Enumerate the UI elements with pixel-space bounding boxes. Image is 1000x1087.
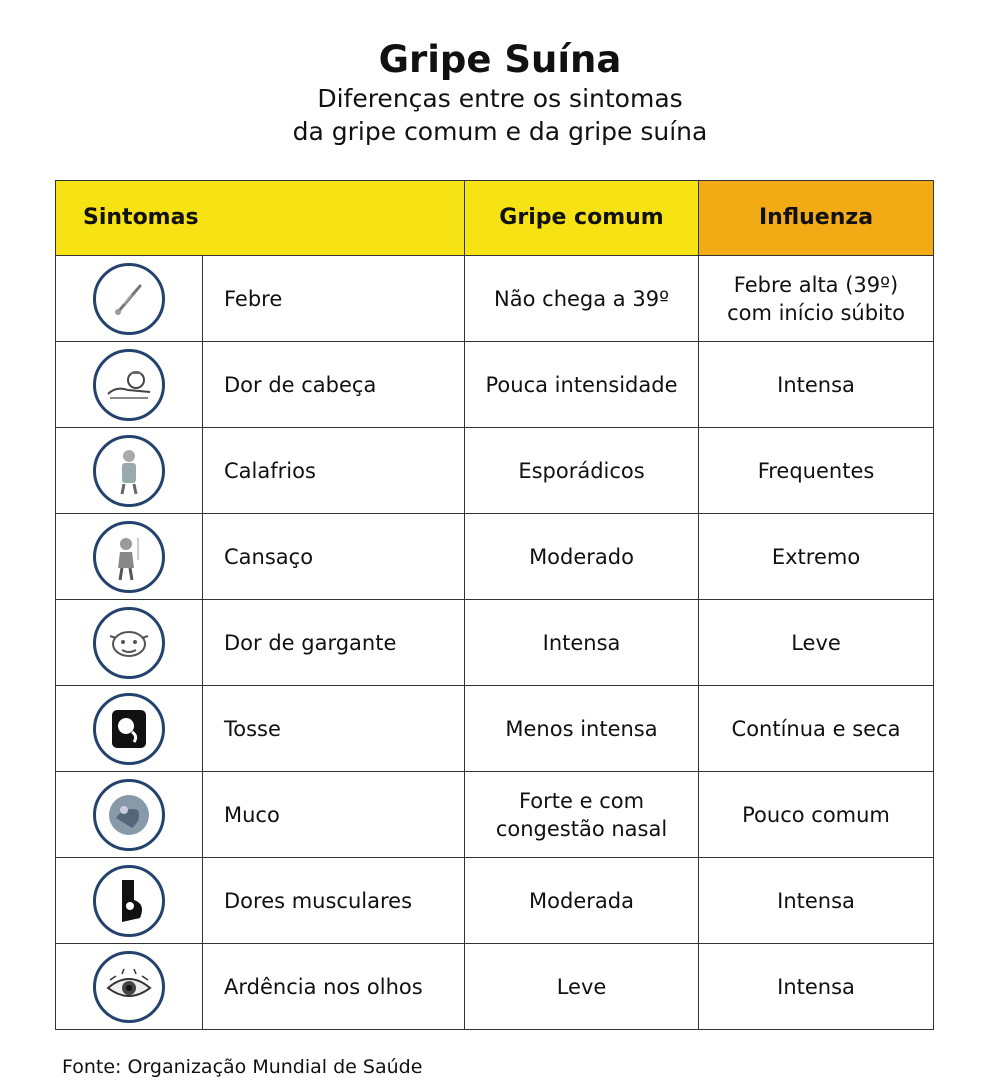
symptom-name: Calafrios [203,428,465,514]
gripe-comum-value [465,600,699,686]
influenza-value [699,944,934,1030]
table-row [56,600,934,686]
header-gripe-comum: Gripe comum [465,181,699,256]
influenza-value [699,342,934,428]
gripe-comum-value [465,342,699,428]
symptom-name: Cansaço [203,514,465,600]
symptom-icon-cell [56,944,203,1030]
symptom-name: Muco [203,772,465,858]
subtitle-line-2: da gripe comum e da gripe suína [292,117,708,146]
source-footer: Fonte: Organização Mundial de Saúde [62,1056,423,1078]
table-row [56,428,934,514]
symptom-icon-cell [56,858,203,944]
cell-line: Contínua e seca [731,716,901,741]
subtitle-line-1: Diferenças entre os sintomas [317,84,683,113]
gripe-comum-value [465,256,699,342]
gripe-comum-value [465,428,699,514]
eye-icon [93,951,165,1023]
cough-icon [93,693,165,765]
cell-line: Intensa [777,974,855,999]
influenza-value [699,686,934,772]
chills-icon [93,435,165,507]
symptoms-table-body [56,181,934,1030]
gripe-comum-value [465,944,699,1030]
symptom-name: Dores musculares [203,858,465,944]
influenza-value [699,600,934,686]
cell-line: Não chega a 39º [494,286,669,311]
cell-line: Pouca intensidade [485,372,678,397]
cell-line: Forte e com [518,788,645,813]
cell-line: com início súbito [727,300,905,325]
cell-line: Extremo [771,544,861,569]
cell-line: Intensa [777,888,855,913]
thermometer-icon [93,263,165,335]
gripe-comum-value [465,858,699,944]
sore-throat-icon [93,607,165,679]
symptom-name: Dor de gargante [203,600,465,686]
cell-line: congestão nasal [495,816,668,841]
table-row [56,858,934,944]
cell-line: Leve [791,630,841,655]
symptom-icon-cell [56,772,203,858]
cell-line: Intensa [542,630,621,655]
cell-line: Moderada [529,888,634,913]
influenza-value [699,858,934,944]
symptom-icon-cell [56,600,203,686]
symptom-icon-cell [56,428,203,514]
header-sintomas: Sintomas [56,181,465,256]
cell-line: Pouco comum [742,802,890,827]
symptom-icon-cell [56,256,203,342]
table-row [56,514,934,600]
cell-line: Intensa [777,372,855,397]
cell-line: Menos intensa [505,716,658,741]
gripe-comum-value [465,686,699,772]
symptom-name: Ardência nos olhos [203,944,465,1030]
symptom-name: Febre [203,256,465,342]
table-row [56,772,934,858]
gripe-comum-value [465,772,699,858]
table-row [56,342,934,428]
gripe-comum-value [465,514,699,600]
page-title: Gripe Suína [378,38,622,81]
symptom-name: Tosse [203,686,465,772]
symptom-icon-cell [56,342,203,428]
influenza-value [699,772,934,858]
muscle-pain-icon [93,865,165,937]
headache-icon [93,349,165,421]
influenza-value [699,256,934,342]
symptom-name: Dor de cabeça [203,342,465,428]
cell-line: Esporádicos [518,458,645,483]
table-row [56,256,934,342]
table-row [56,686,934,772]
mucus-icon [93,779,165,851]
symptoms-table [55,180,934,1030]
cell-line: Moderado [529,544,634,569]
cell-line: Frequentes [757,458,875,483]
table-header-row [56,181,934,256]
table-row [56,944,934,1030]
symptom-icon-cell [56,514,203,600]
influenza-value [699,428,934,514]
symptom-icon-cell [56,686,203,772]
cell-line: Leve [556,974,607,999]
influenza-value [699,514,934,600]
cell-line: Febre alta (39º) [733,272,899,297]
tiredness-icon [93,521,165,593]
header-influenza: Influenza [699,181,934,256]
